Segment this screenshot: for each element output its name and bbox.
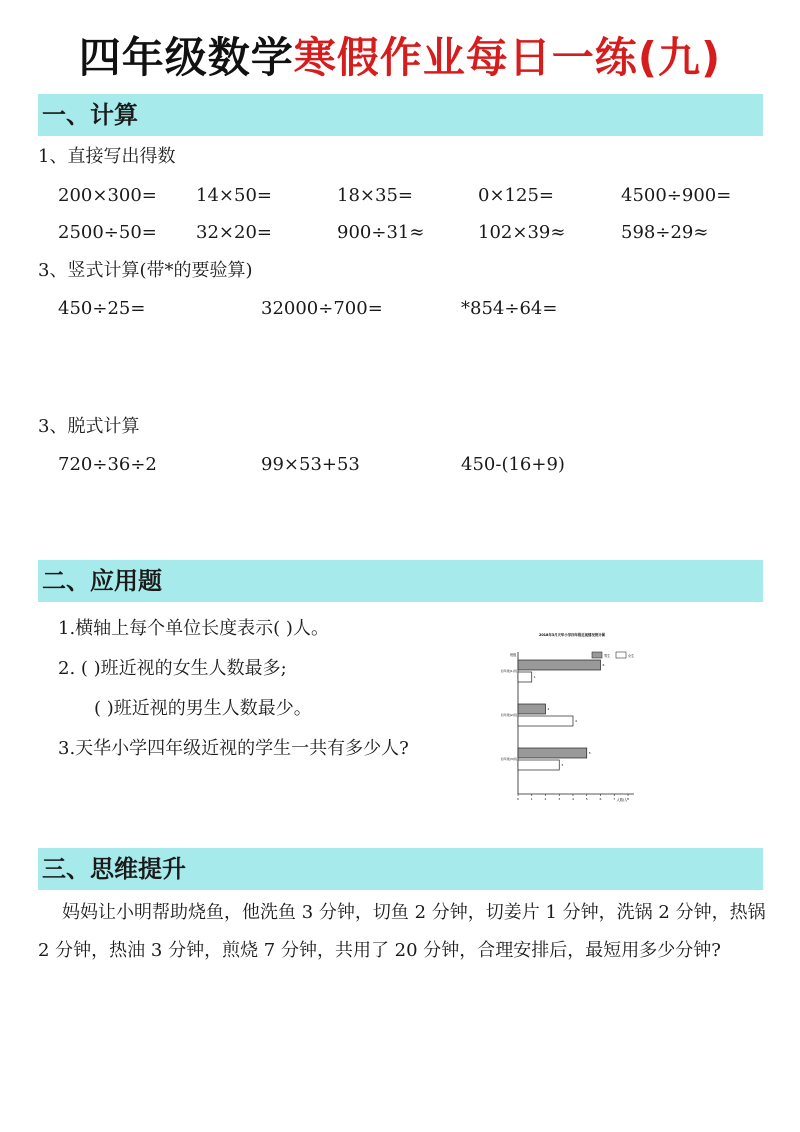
application-line: 2. ( )班近视的女生人数最多;: [58, 658, 287, 679]
bar-value-label: 6: [602, 663, 605, 668]
oral-item: 900÷31≈: [337, 222, 425, 243]
bar-value-label: 1: [533, 675, 536, 680]
category-label: 四年级(3)班: [500, 757, 517, 761]
oral-item: 0×125=: [478, 185, 554, 206]
thinking-problem-text: 妈妈让小明帮助烧鱼，他洗鱼 3 分钟，切鱼 2 分钟，切姜片 1 分钟，洗锅 2 分钟，热锅 2 分钟，热油 3 分钟，煎烧 7 分钟，共用了 20 分钟，合理安排后，最短用多少分钟?: [38, 902, 766, 961]
oral-item: 4500÷900=: [621, 185, 732, 206]
x-tick-label: 2: [544, 797, 547, 801]
application-line: 1.横轴上每个单位长度表示( )人。: [58, 618, 329, 639]
section-header-application: [38, 560, 763, 602]
oral-item: 32×20=: [196, 222, 272, 243]
stepwise-item: 720÷36÷2: [58, 454, 157, 475]
bar-value-label: 4: [575, 719, 577, 724]
vertical-item: 450÷25=: [58, 298, 146, 319]
bar-男生: [518, 704, 546, 714]
oral-item: 598÷29≈: [621, 222, 709, 243]
bar-value-label: 3: [561, 763, 564, 768]
section-heading: 三、思维提升: [42, 855, 186, 883]
oral-item: 200×300=: [58, 185, 157, 206]
chart-title: 2018年3月天华小学四年级近视情况统计图: [538, 633, 606, 637]
category-label: 四年级(2)班: [500, 713, 517, 717]
x-tick-label: 1: [530, 797, 533, 801]
application-line: 3.天华小学四年级近视的学生一共有多少人?: [58, 738, 409, 759]
x-tick-label: 7: [613, 797, 616, 801]
vertical-item: 32000÷700=: [261, 298, 383, 319]
section-heading: 二、应用题: [42, 567, 162, 595]
section-header-calculation: [38, 94, 763, 136]
question-label-stepwise: 3、脱式计算: [38, 416, 140, 437]
oral-item: 18×35=: [337, 185, 413, 206]
stepwise-item: 450-(16+9): [461, 454, 565, 475]
bar-value-label: 2: [547, 707, 550, 712]
x-tick-label: 0: [517, 797, 519, 801]
bar-男生: [518, 660, 601, 670]
legend-swatch: [616, 652, 626, 658]
oral-item: 2500÷50=: [58, 222, 157, 243]
oral-item: 14×50=: [196, 185, 272, 206]
page-title: [0, 28, 800, 88]
chart-xlabel: 人数/人: [616, 798, 628, 802]
bar-女生: [518, 760, 559, 770]
question-label-direct: 1、直接写出得数: [38, 146, 176, 167]
title-part-red: 寒假作业每日一练(九): [293, 33, 722, 82]
question-label-vertical: 3、竖式计算(带*的要验算): [38, 260, 253, 281]
legend-label: 男生: [604, 654, 611, 658]
x-tick-label: 3: [558, 797, 561, 801]
myopia-bar-chart: [500, 624, 646, 804]
section-heading: 一、计算: [42, 101, 138, 129]
legend-swatch: [592, 652, 602, 658]
bar-女生: [518, 672, 532, 682]
x-tick-label: 5: [585, 797, 588, 801]
x-tick-label: 8: [627, 797, 629, 801]
chart-ylabel: 班级: [510, 653, 517, 657]
bar-男生: [518, 748, 587, 758]
oral-item: 102×39≈: [478, 222, 566, 243]
bar-value-label: 5: [588, 751, 591, 756]
x-tick-label: 6: [599, 797, 602, 801]
x-tick-label: 4: [572, 797, 574, 801]
vertical-item: *854÷64=: [461, 298, 558, 319]
legend-label: 女生: [628, 654, 635, 658]
bar-女生: [518, 716, 573, 726]
application-line: ( )班近视的男生人数最少。: [94, 698, 312, 719]
category-label: 四年级(1)班: [500, 669, 517, 673]
stepwise-item: 99×53+53: [261, 454, 360, 475]
title-part-black: 四年级数学: [78, 33, 294, 82]
section-header-thinking: [38, 848, 763, 890]
